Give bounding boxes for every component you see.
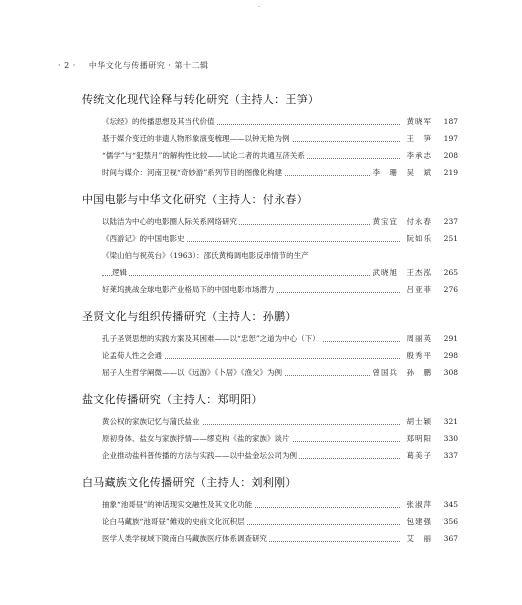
entry-page-number: 298 [443, 351, 458, 360]
entry-title: 基于媒介变迁的非遗人物形象演变梳理——以钟无艳为例 [102, 134, 290, 143]
entry-title: 医学人类学视域下陇南白马藏族医疗体系调查研究 [102, 534, 267, 543]
toc-entry[interactable] [82, 430, 458, 447]
entry-title: 屈子人生哲学阐微——以《远游》《卜居》《渔父》为例 [102, 368, 282, 377]
toc-entry[interactable] [82, 113, 458, 130]
entry-author: 王 笋 [404, 130, 433, 147]
entry-title: 《梁山伯与祝英台》（1963）：邵氏黄梅调电影反串情节的生产 [102, 251, 309, 260]
running-head-page-number: · 2 · [58, 61, 76, 70]
toc-entry[interactable] [82, 496, 458, 513]
entry-page-number [434, 247, 458, 264]
entry-page-number: 356 [443, 517, 458, 526]
toc-entry[interactable] [82, 330, 458, 347]
toc-section [82, 392, 458, 464]
toc-entry[interactable] [82, 213, 458, 230]
toc-entry[interactable] [82, 147, 458, 164]
toc-entry[interactable] [82, 513, 458, 530]
entry-page-number: 367 [443, 534, 458, 543]
section-gap [82, 181, 458, 192]
entry-title: 论孟荀人性之会通 [102, 351, 162, 360]
toc-entry[interactable] [82, 364, 458, 381]
entry-title: 孔子圣贤思想的实践方案及其困难——以“忠恕”之道为中心（下） [102, 334, 320, 343]
section-gap [82, 464, 458, 475]
section-title: 白马藏族文化传播研究（主持人：刘利刚） [82, 476, 297, 489]
entry-title: 逻辑 [112, 268, 127, 277]
entry-page-number: 330 [443, 434, 458, 443]
section-title: 中国电影与中华文化研究（主持人：付永春） [82, 193, 308, 206]
toc-entry[interactable] [82, 164, 458, 181]
entry-page-number: 276 [443, 285, 458, 294]
section-title: 圣贤文化与组织传播研究（主持人：孙鹏） [82, 310, 297, 323]
entry-page-number: 208 [443, 151, 458, 160]
toc-entry[interactable] [82, 530, 458, 547]
toc-section [82, 309, 458, 381]
entry-title: 黄公权的家族记忆与蒲氏盐业 [102, 417, 200, 426]
toc-section [82, 92, 458, 181]
entry-page-number: 197 [443, 134, 458, 143]
section-gap [82, 381, 458, 392]
top-mark: · [258, 4, 260, 11]
entry-author: 包建强 [404, 513, 433, 530]
section-title: 传统文化现代诠释与转化研究（主持人：王笋） [82, 93, 320, 106]
entry-title: 论白马藏族“池哥昼”傩戏的史前文化沉积层 [102, 517, 245, 526]
entry-author: 阮如乐 [404, 230, 433, 247]
entry-title: 好莱坞挑战全球电影产业格局下的中国电影市场潜力 [102, 285, 275, 294]
section-title: 盐文化传播研究（主持人：郑明阳） [82, 393, 263, 406]
toc-entry[interactable] [82, 130, 458, 147]
entry-page-number: 237 [443, 217, 458, 226]
entry-author: 张淑萍 [404, 496, 433, 513]
toc-section [82, 475, 458, 547]
entry-author: 葛美子 [404, 447, 433, 464]
entry-title: 时间与媒介：河南卫视“奇妙游”系列节目的图像化构建 [102, 168, 283, 177]
entry-page-number: 321 [443, 417, 458, 426]
entry-page-number: 265 [443, 268, 458, 277]
entry-page-number: 337 [443, 451, 458, 460]
entry-author: 周丽英 [404, 330, 433, 347]
running-head [58, 60, 208, 71]
entry-title: “儒学”与“犯禁月”的解构性比较——试论二者的共通互济关系 [102, 151, 305, 160]
entry-page-number: 308 [443, 368, 458, 377]
entry-title: 原初身体、盐女与家族抒情——缪克构《盐的家族》谈片 [102, 434, 290, 443]
entry-author: 曾国兵 孙 鹏 [370, 364, 433, 381]
toc-section [82, 192, 458, 298]
entry-title: 抽象“池哥昼”的神话现实交融性及其文化功能 [102, 500, 253, 509]
entry-title: 企业推动盐科普传播的方法与实践——以中盐金坛公司为例 [102, 451, 297, 460]
entry-author: 吕亚菲 [404, 281, 433, 298]
entry-page-number: 291 [443, 334, 458, 343]
toc-entry[interactable] [82, 347, 458, 364]
toc-entry[interactable] [82, 413, 458, 430]
entry-author: 郑明阳 [404, 430, 433, 447]
entry-author: 艾 丽 [404, 530, 433, 547]
entry-author: 武晓旭 王杰泓 [370, 264, 433, 281]
toc-entry[interactable] [82, 447, 458, 464]
dot-leader [102, 275, 400, 276]
entry-author: 黄宝宜 付永春 [370, 213, 433, 230]
entry-title: 《西游记》的中国电影史 [102, 234, 185, 243]
section-gap [82, 298, 458, 309]
entry-author: 殷秀平 [404, 347, 433, 364]
toc-entry[interactable] [82, 281, 458, 298]
toc-entry[interactable] [82, 247, 458, 264]
table-of-contents [82, 92, 458, 547]
entry-author: 黄晓军 [404, 113, 433, 130]
entry-page-number: 345 [443, 500, 458, 509]
entry-page-number: 219 [443, 168, 458, 177]
running-head-journal-title: 中华文化与传播研究 · 第十二辑 [88, 61, 209, 70]
toc-entry[interactable] [82, 230, 458, 247]
entry-page-number: 251 [443, 234, 458, 243]
entry-title: 《坛经》的传播思想及其当代价值 [102, 117, 215, 126]
entry-title: 以陆洁为中心的电影圈人际关系网络研究 [102, 217, 237, 226]
entry-author: 李 珊 吴 斌 [370, 164, 433, 181]
entry-author: 胡士颖 [404, 413, 433, 430]
entry-author: 李承志 [404, 147, 433, 164]
entry-page-number: 187 [443, 117, 458, 126]
toc-entry[interactable] [82, 264, 458, 281]
